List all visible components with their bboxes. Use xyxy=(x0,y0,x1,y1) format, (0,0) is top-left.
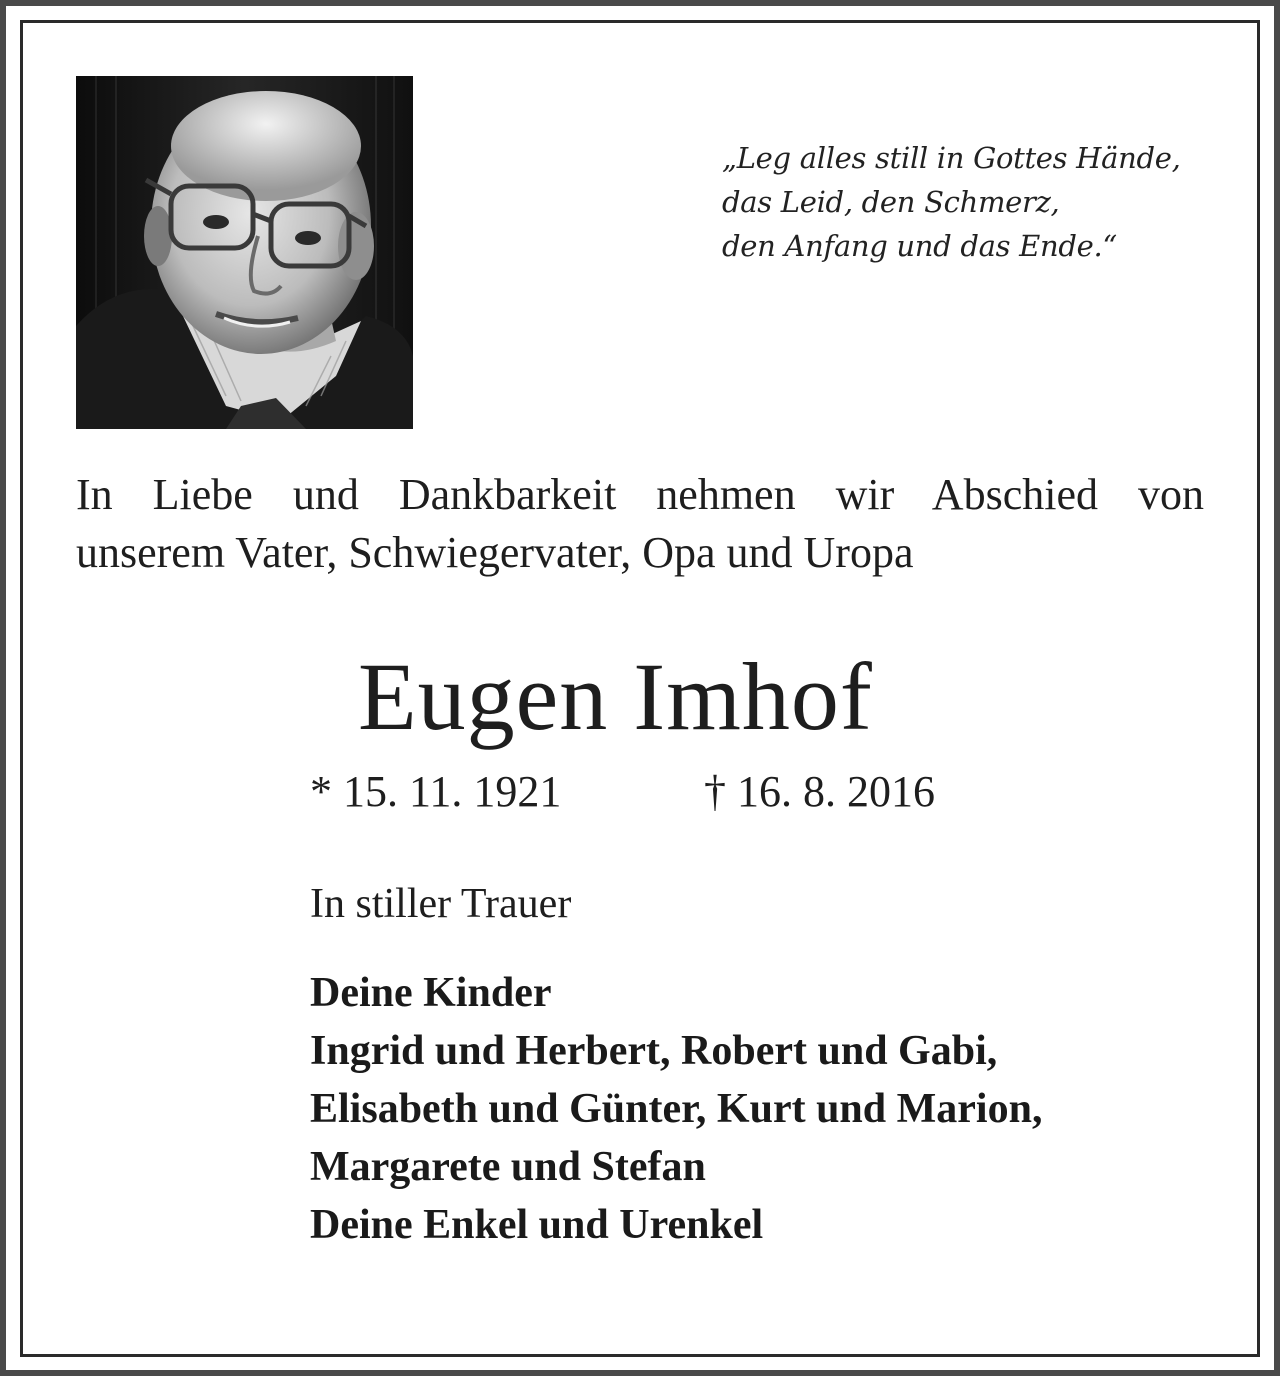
mourning-line: In stiller Trauer xyxy=(310,881,572,927)
intro-line: In Liebe und Dankbarkeit nehmen wir Abschied von xyxy=(76,470,1204,519)
motto-line: den Anfang und das Ende.“ xyxy=(722,229,1117,263)
family-line: Elisabeth und Günter, Kurt und Marion, xyxy=(310,1086,1043,1132)
portrait-illustration xyxy=(76,76,413,429)
birth-date: * 15. 11. 1921 xyxy=(310,767,562,816)
obituary-notice xyxy=(6,6,1274,1370)
motto-line: „Leg alles still in Gottes Hände, xyxy=(722,141,1181,175)
family-signatures xyxy=(310,964,1042,1254)
family-line: Margarete und Stefan xyxy=(310,1144,706,1190)
family-line: Deine Kinder xyxy=(310,970,552,1016)
motto-line: das Leid, den Schmerz, xyxy=(722,185,1060,219)
deceased-name: Eugen Imhof xyxy=(358,643,873,750)
family-line: Ingrid und Herbert, Robert und Gabi, xyxy=(310,1028,998,1074)
intro-text xyxy=(76,466,1204,582)
family-line: Deine Enkel und Urenkel xyxy=(310,1202,764,1248)
portrait-photo xyxy=(76,76,413,429)
motto-quote xyxy=(722,136,1181,268)
death-date: † 16. 8. 2016 xyxy=(704,767,935,816)
intro-line: unserem Vater, Schwiegervater, Opa und Uropa xyxy=(76,528,914,577)
